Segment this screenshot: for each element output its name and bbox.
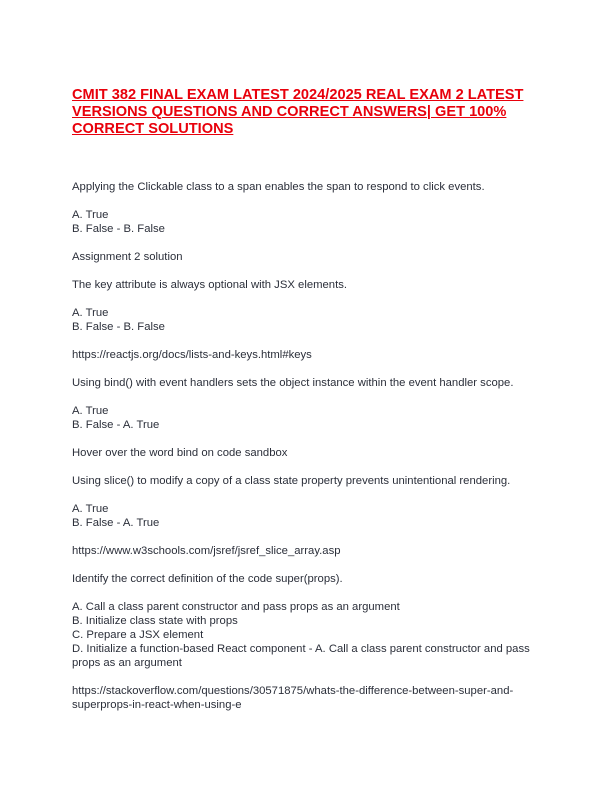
- option: B. Initialize class state with props: [72, 615, 238, 627]
- reference-note: https://stackoverflow.com/questions/30571875/whats-the-difference-between-super-and-superprops-in-react-when-using-e: [72, 685, 514, 711]
- option: A. Call a class parent constructor and pass props as an argument: [72, 601, 400, 613]
- option: A. True: [72, 209, 109, 221]
- answer-options: [72, 208, 542, 236]
- option: D. Initialize a function-based React component - A. Call a class parent constructor and pass props as an argument: [72, 643, 530, 669]
- option: B. False - A. True: [72, 419, 160, 431]
- option: B. False - A. True: [72, 517, 160, 529]
- option: C. Prepare a JSX element: [72, 629, 204, 641]
- option: A. True: [72, 503, 109, 515]
- reference-note: Hover over the word bind on code sandbox: [72, 447, 288, 459]
- document-title: CMIT 382 FINAL EXAM LATEST 2024/2025 REAL EXAM 2 LATEST VERSIONS QUESTIONS AND CORRECT ANSWERS| GET 100% CORRECT SOLUTIONS: [72, 87, 524, 137]
- reference-note: https://reactjs.org/docs/lists-and-keys.html#keys: [72, 349, 312, 361]
- option: A. True: [72, 307, 109, 319]
- question-text: The key attribute is always optional with JSX elements.: [72, 279, 348, 291]
- option: A. True: [72, 405, 109, 417]
- answer-options: [72, 306, 542, 334]
- answer-options: [72, 502, 542, 530]
- question-text: Using slice() to modify a copy of a class state property prevents unintentional rendering.: [72, 475, 511, 487]
- question-text: Identify the correct definition of the code super(props).: [72, 573, 343, 585]
- reference-note: https://www.w3schools.com/jsref/jsref_slice_array.asp: [72, 545, 341, 557]
- option: B. False - B. False: [72, 223, 165, 235]
- answer-options: [72, 600, 542, 670]
- question-text: Using bind() with event handlers sets the object instance within the event handler scope.: [72, 377, 514, 389]
- option: B. False - B. False: [72, 321, 165, 333]
- document-body: [72, 180, 542, 726]
- reference-note: Assignment 2 solution: [72, 251, 183, 263]
- answer-options: [72, 404, 542, 432]
- question-text: Applying the Clickable class to a span enables the span to respond to click events.: [72, 181, 485, 193]
